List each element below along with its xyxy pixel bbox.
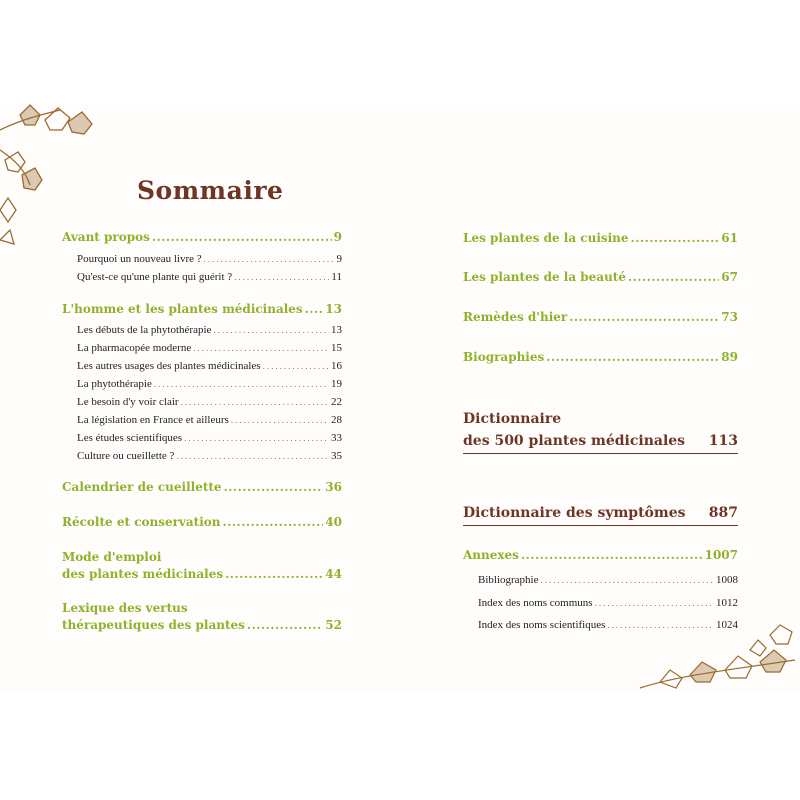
page-title: Sommaire: [137, 176, 284, 205]
toc-page: 52: [325, 618, 342, 632]
toc-label: Qu'est-ce qu'une plante qui guérit ?: [77, 271, 233, 283]
toc-label: La phytothérapie: [77, 378, 152, 390]
toc-label: Les plantes de la cuisine: [463, 231, 629, 245]
toc-entry-lexique-line1: Lexique des vertus: [62, 601, 188, 615]
toc-entry-lexique[interactable]: [62, 618, 342, 632]
toc-entry-remedes[interactable]: [463, 310, 738, 324]
toc-entry-dictionnaire-line1[interactable]: Dictionnaire: [463, 411, 562, 427]
toc-page: 1012: [716, 597, 738, 609]
dot-leader: [521, 548, 703, 562]
toc-subentry[interactable]: [77, 414, 342, 426]
toc-page: 9: [336, 253, 342, 265]
toc-page: 9: [333, 230, 342, 244]
toc-entry-annexes[interactable]: [463, 548, 738, 562]
toc-page: 13: [331, 324, 342, 336]
dot-leader: [152, 230, 332, 244]
toc-subentry[interactable]: [77, 396, 342, 408]
toc-subentry[interactable]: [77, 378, 342, 390]
toc-entry-avant-propos[interactable]: [62, 230, 342, 244]
toc-label: Le besoin d'y voir clair: [77, 396, 179, 408]
dot-leader: [231, 415, 329, 425]
toc-subentry[interactable]: [77, 432, 342, 444]
toc-label: des plantes médicinales: [62, 567, 224, 581]
dot-leader: [225, 567, 323, 581]
toc-label: thérapeutiques des plantes: [62, 618, 245, 632]
dot-leader: [305, 302, 324, 316]
toc-subentry[interactable]: [478, 574, 738, 586]
dot-leader: [213, 325, 329, 335]
toc-page: 113: [708, 433, 738, 449]
toc-page: 33: [331, 432, 342, 444]
toc-label: Récolte et conservation: [62, 515, 221, 529]
toc-page: 19: [331, 378, 342, 390]
toc-page: 11: [331, 271, 342, 283]
leaf-ornament-top-left-icon: [0, 100, 110, 250]
toc-page: 28: [331, 414, 342, 426]
dot-leader: [595, 598, 714, 608]
toc-page: 67: [721, 270, 738, 284]
dot-leader: [631, 231, 720, 245]
toc-entry-homme[interactable]: [62, 302, 342, 316]
toc-label: Index des noms communs: [478, 597, 593, 609]
toc-page: 61: [721, 231, 738, 245]
toc-entry-calendrier[interactable]: [62, 480, 342, 494]
dot-leader: [176, 451, 329, 461]
toc-label: La pharmacopée moderne: [77, 342, 192, 354]
toc-page: 1007: [704, 548, 738, 562]
dot-leader: [204, 254, 335, 264]
dot-leader: [224, 480, 324, 494]
toc-page: 887: [708, 505, 738, 521]
toc-label: Les autres usages des plantes médicinales: [77, 360, 261, 372]
toc-subentry[interactable]: [77, 324, 342, 336]
toc-label: Pourquoi un nouveau livre ?: [77, 253, 202, 265]
toc-label: Les débuts de la phytothérapie: [77, 324, 212, 336]
dot-leader: [607, 620, 714, 630]
dot-leader: [193, 343, 329, 353]
toc-subentry[interactable]: [478, 619, 738, 631]
toc-label: Biographies: [463, 350, 545, 364]
toc-entry-biographies[interactable]: [463, 350, 738, 364]
dot-leader: [569, 310, 719, 324]
toc-label: Remèdes d'hier: [463, 310, 568, 324]
dot-leader: [247, 618, 323, 632]
dot-leader: [263, 361, 329, 371]
toc-label: Avant propos: [62, 230, 150, 244]
dot-leader: [234, 272, 329, 282]
toc-label: Culture ou cueillette ?: [77, 450, 175, 462]
divider: [463, 525, 738, 526]
toc-entry-mode-line1: Mode d'emploi: [62, 550, 162, 564]
toc-page: 1024: [716, 619, 738, 631]
toc-page: 16: [331, 360, 342, 372]
toc-subentry[interactable]: [77, 360, 342, 372]
dot-leader: [541, 575, 715, 585]
dot-leader: [546, 350, 719, 364]
toc-page: 1008: [716, 574, 738, 586]
dot-leader: [184, 433, 329, 443]
toc-entry-dictionnaire-plantes[interactable]: des 500 plantes médicinales: [463, 433, 686, 449]
toc-page: 13: [325, 302, 342, 316]
toc-entry-dictionnaire-symptomes[interactable]: Dictionnaire des symptômes: [463, 505, 686, 521]
divider: [463, 453, 738, 454]
toc-label: L'homme et les plantes médicinales: [62, 302, 303, 316]
toc-label: La législation en France et ailleurs: [77, 414, 229, 426]
toc-entry-recolte[interactable]: [62, 515, 342, 529]
dot-leader: [181, 397, 329, 407]
toc-label: Calendrier de cueillette: [62, 480, 222, 494]
toc-entry-cuisine[interactable]: [463, 231, 738, 245]
toc-subentry[interactable]: [478, 597, 738, 609]
toc-subentry[interactable]: [77, 342, 342, 354]
toc-subentry[interactable]: [77, 271, 342, 283]
toc-page: 35: [331, 450, 342, 462]
toc-label: Annexes: [463, 548, 519, 562]
toc-page: 73: [721, 310, 738, 324]
toc-entry-beaute[interactable]: [463, 270, 738, 284]
toc-page: 15: [331, 342, 342, 354]
toc-label: Les plantes de la beauté: [463, 270, 626, 284]
dot-leader: [223, 515, 324, 529]
toc-label: Index des noms scientifiques: [478, 619, 606, 631]
toc-label: Bibliographie: [478, 574, 539, 586]
dot-leader: [154, 379, 329, 389]
toc-page: 22: [331, 396, 342, 408]
toc-subentry[interactable]: [77, 253, 342, 265]
dot-leader: [628, 270, 719, 284]
toc-page: 40: [325, 515, 342, 529]
toc-page: 36: [325, 480, 342, 494]
toc-subentry[interactable]: [77, 450, 342, 462]
toc-entry-mode[interactable]: [62, 567, 342, 581]
toc-label: Les études scientifiques: [77, 432, 183, 444]
toc-page: 89: [721, 350, 738, 364]
toc-page: 44: [325, 567, 342, 581]
